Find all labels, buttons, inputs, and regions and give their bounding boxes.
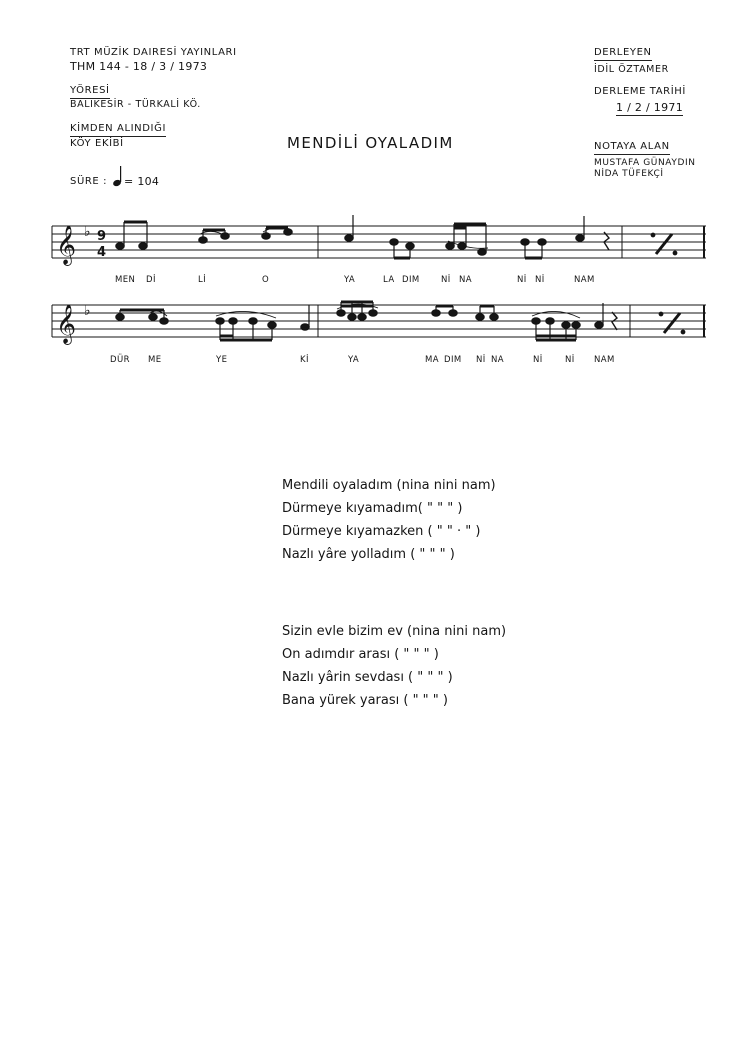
collection-date: 1 / 2 / 1971	[616, 101, 683, 114]
source: KÖY EKİBİ	[70, 138, 124, 149]
syllable: Dİ	[146, 275, 156, 285]
collector-label: DERLEYEN	[594, 46, 652, 61]
date-label: DERLEME TARİHİ	[594, 86, 686, 97]
notator-1: MUSTAFA GÜNAYDIN	[594, 158, 696, 168]
tempo-label: SÜRE :	[70, 176, 108, 187]
region-label: YÖRESİ	[70, 84, 110, 99]
syllable: Nİ	[476, 355, 486, 365]
time-signature-top: 9	[97, 229, 107, 244]
verse-1	[282, 474, 496, 566]
syllable: Nİ	[517, 275, 527, 285]
syllable: LA	[383, 275, 395, 285]
syllable: YE	[216, 355, 228, 365]
verse-line: Bana yürek yarası ( " " " )	[282, 693, 448, 708]
syllable: DIM	[402, 275, 420, 285]
notator-2: NİDA TÜFEKÇİ	[594, 169, 664, 179]
syllable: DÜR	[110, 355, 130, 365]
syllable: YA	[344, 275, 356, 285]
syllable: ME	[148, 355, 162, 365]
syllable: Nİ	[533, 355, 543, 365]
verse-line: Nazlı yâre yolladım ( " " " )	[282, 547, 455, 562]
verse-line: Sizin evle bizim ev (nina nini nam)	[282, 624, 507, 639]
catalog-number: THM 144 - 18 / 3 / 1973	[70, 60, 208, 73]
syllable: NA	[459, 275, 472, 285]
syllable: Nİ	[565, 355, 575, 365]
institution: TRT MÜZİK DAIRESİ YAYINLARI	[70, 47, 237, 58]
verse-line: Dürmeye kıyamazken ( " " · " )	[282, 524, 481, 539]
syllable: Lİ	[198, 275, 207, 285]
source-label: KİMDEN ALINDIĞI	[70, 122, 166, 137]
flat-icon: ♭	[84, 224, 91, 240]
syllable: DIM	[444, 355, 462, 365]
collector: İDİL ÖZTAMER	[594, 64, 669, 75]
syllable: Nİ	[535, 275, 545, 285]
syllable: Kİ	[300, 355, 309, 365]
verse-line: Nazlı yârin sevdası ( " " " )	[282, 670, 453, 685]
verse-line: On adımdır arası ( " " " )	[282, 647, 439, 662]
music-notation	[0, 0, 750, 400]
time-signature-bottom: 4	[97, 245, 107, 260]
song-title: MENDİLİ OYALADIM	[287, 134, 454, 152]
staff-1-notes	[116, 215, 677, 258]
syllable: NA	[491, 355, 504, 365]
syllable: MEN	[115, 275, 136, 285]
syllable: NAM	[574, 275, 595, 285]
staff-1	[52, 226, 706, 258]
treble-clef-icon: 𝄞	[56, 304, 77, 344]
flat-icon: ♭	[84, 303, 91, 319]
syllable: MA	[425, 355, 439, 365]
syllable: O	[262, 275, 270, 285]
verse-2	[282, 620, 506, 712]
tempo-value: = 104	[124, 175, 160, 188]
syllable: Nİ	[441, 275, 451, 285]
verse-line: Dürmeye kıyamadım( " " " )	[282, 501, 463, 516]
syllable: YA	[348, 355, 360, 365]
syllable: NAM	[594, 355, 615, 365]
notator-label: NOTAYA ALAN	[594, 140, 670, 155]
verse-line: Mendili oyaladım (nina nini nam)	[282, 478, 496, 493]
treble-clef-icon: 𝄞	[56, 225, 77, 265]
region: BALIKESİR - TÜRKALİ KÖ.	[70, 99, 201, 110]
